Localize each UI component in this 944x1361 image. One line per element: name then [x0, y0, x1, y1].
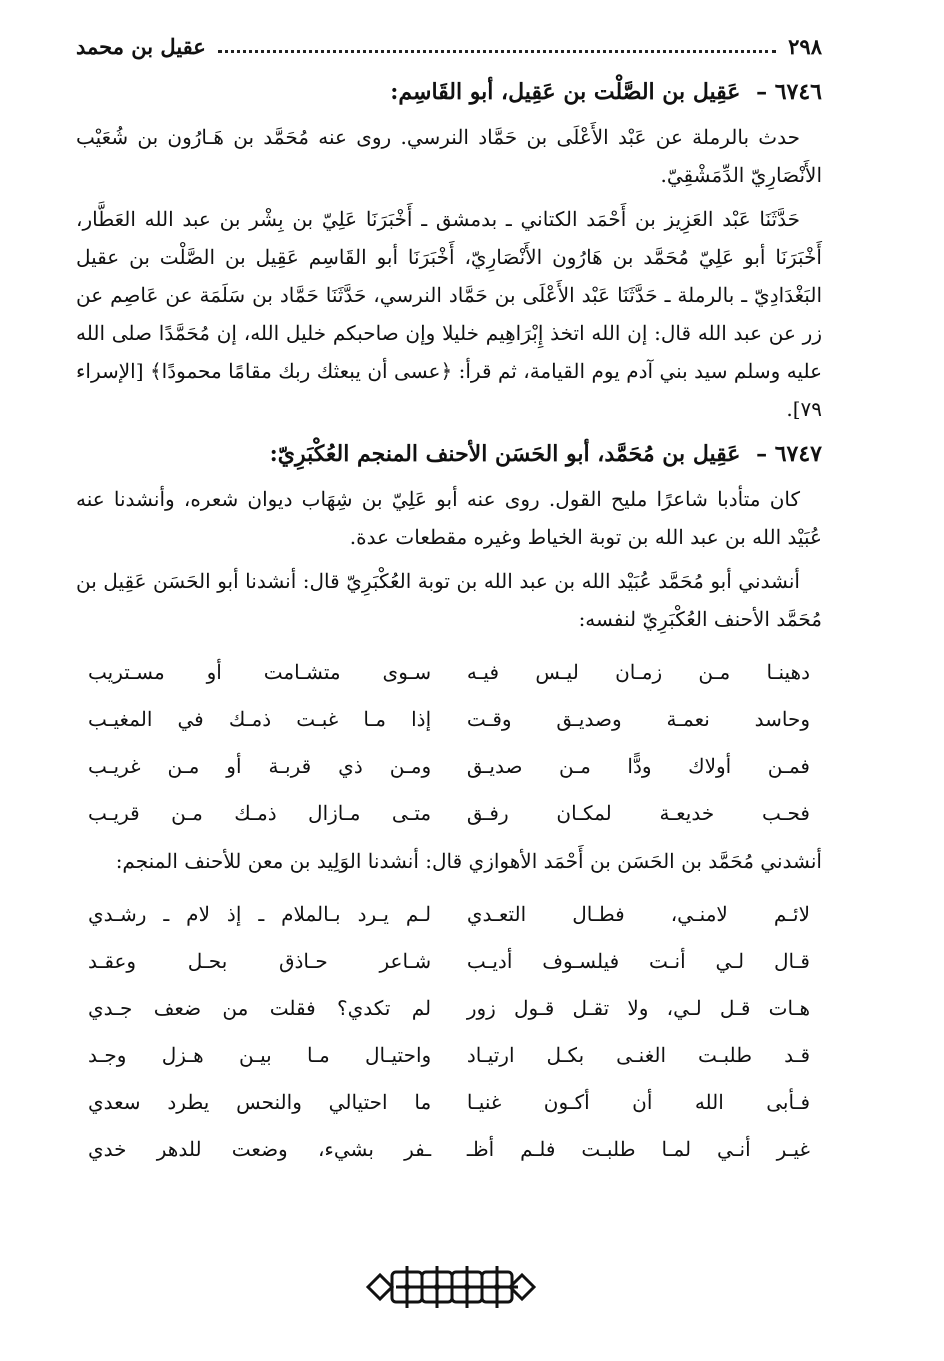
poem-verse: [76, 937, 822, 984]
poem-verse: [76, 789, 822, 836]
entry-heading-6746: [76, 72, 822, 112]
entry-intro-paragraph: كان متأدبا شاعرًا مليح القول. روى عنه أبو عَلِيّ بن شِهَاب ديوان شعره، وأنشدنا عنه عُبَيْد الله بن عبد الله بن توبة الخياط وغيره مقطعات عدة.: [76, 487, 822, 549]
poem-verse: [76, 695, 822, 742]
poem-verse: [76, 1078, 822, 1125]
verse-second-hemistich: سـوى متشـامت أو مسـتريب: [88, 659, 432, 684]
entry-number: ٦٧٤٧ –: [756, 441, 822, 467]
poem-verse: [76, 984, 822, 1031]
verse-first-hemistich: غيـر أنـي لمـا طلبـت فلـم أظـ: [466, 1136, 810, 1161]
entry-title: عَقِيل بن الصَّلْت بن عَقِيل، أبو القَاسِم:: [390, 79, 741, 105]
running-title: عقيل بن محمد: [76, 33, 206, 59]
verse-second-hemistich: إذا مـا غبـت ذمـك في المغيـب: [88, 706, 432, 731]
poem-verse: [76, 1125, 822, 1172]
entry-heading-6747: [76, 434, 822, 474]
verse-first-hemistich: فحـب خديعـة لمكـان رفـق: [466, 800, 810, 825]
verse-second-hemistich: لـم يـرد بـالملام ـ إذ لام ـ رشـدي: [88, 901, 432, 926]
page-header: [76, 28, 822, 64]
verse-second-hemistich: متـى مـازال ذمـك مـن قريـب: [88, 800, 432, 825]
verse-first-hemistich: فمـن أولاك ودًّا مـن صديـق: [466, 753, 810, 778]
verse-first-hemistich: دهينـا مـن زمـان ليـس فيـه: [466, 659, 810, 684]
verse-first-hemistich: فـأبى الله أن أكـون غنيـا: [466, 1089, 810, 1114]
hadith-paragraph: حَدَّثَنَا عَبْد العَزِيز بن أَحْمَد الكتاني ـ بدمشق ـ أَخْبَرَنَا عَلِيّ بن بِشْر بن عبد الله العَطَّار، أَخْبَرَنَا أبو عَلِيّ مُحَمَّد بن هَارُون الأَنْصَارِيّ، أَخْبَرَنَا أبو القَاسِم عَقِيل بن الصَّلْت بن عقيل البَغْدَادِيّ ـ بالرملة ـ حَدَّثَنَا عَبْد الأَعْلَى بن حَمَّاد النرسي، حَدَّثَنَا حَمَّاد بن سَلَمَة عن عَاصِم عن زر عن عبد الله قال: إن الله اتخذ إِبْرَاهِيم خليلا وإن صاحبكم خليل الله، إن مُحَمَّدًا صلى الله عليه وسلم سيد بني آدم يوم القيامة، ثم قرأ: ﴿عسى أن يبعثك ربك مقامًا محمودًا﴾ [الإسراء ٧٩].: [76, 207, 823, 421]
verse-second-hemistich: واحتيـال مـا بيـن هـزل وجـد: [88, 1042, 432, 1067]
entry-title: عَقِيل بن مُحَمَّد، أبو الحَسَن الأحنف المنجم العُكْبَرِيّ:: [269, 441, 741, 467]
verse-second-hemistich: ومـن ذي قربـة أو مـن غريـب: [88, 753, 432, 778]
verse-first-hemistich: هـات قـل لـي، ولا تقـل قـول زور: [466, 995, 810, 1020]
verse-first-hemistich: قـد طلبـت الغنـى بكـل ارتيـاد: [466, 1042, 810, 1067]
verse-second-hemistich: ما احتيالي والنحس يطرد سعدي: [88, 1089, 432, 1114]
entry-number: ٦٧٤٦ –: [756, 79, 822, 105]
poem-2: [76, 890, 822, 1172]
verse-second-hemistich: شـاعر حـاذق بحـل وعقـد: [88, 948, 432, 973]
poem-verse: [76, 648, 822, 695]
entry-intro-paragraph: حدث بالرملة عن عَبْد الأَعْلَى بن حَمَّاد النرسي. روى عنه مُحَمَّد بن هَـارُون بن شُعَيْب الأَنْصَارِيّ الدِّمَشْقِيّ.: [76, 125, 822, 187]
poem-intro-paragraph: أنشدني مُحَمَّد بن الحَسَن بن أَحْمَد الأهوازي قال: أنشدنا الوَلِيد بن معن للأحنف المنجم:: [115, 849, 822, 873]
decorative-knot-ornament-icon: [366, 1262, 536, 1312]
verse-first-hemistich: قـال لـي أنـت فيلسـوف أديـب: [466, 948, 810, 973]
poem-verse: [76, 1031, 822, 1078]
poem-intro-paragraph: أنشدني أبو مُحَمَّد عُبَيْد الله بن عبد الله بن توبة العُكْبَرِيّ قال: أنشدنا أبو الحَسَن عَقِيل بن مُحَمَّد الأحنف العُكْبَرِيّ لنفسه:: [76, 569, 822, 631]
verse-second-hemistich: ـفر بشيء، وضعت للدهر خدي: [88, 1136, 432, 1161]
verse-first-hemistich: وحاسد نعمـة وصديـق وقـت: [466, 706, 810, 731]
verse-second-hemistich: لم تكدي؟ فقلت من ضعف جـدي: [88, 995, 432, 1020]
poem-verse: [76, 890, 822, 937]
poem-verse: [76, 742, 822, 789]
poem-1: [76, 648, 822, 836]
verse-first-hemistich: لائـم لامنـي، فطـال التعـدي: [466, 901, 810, 926]
header-dot-leader: [218, 40, 776, 53]
page-content: [76, 70, 822, 1178]
page-number: ٢٩٨: [788, 33, 822, 59]
